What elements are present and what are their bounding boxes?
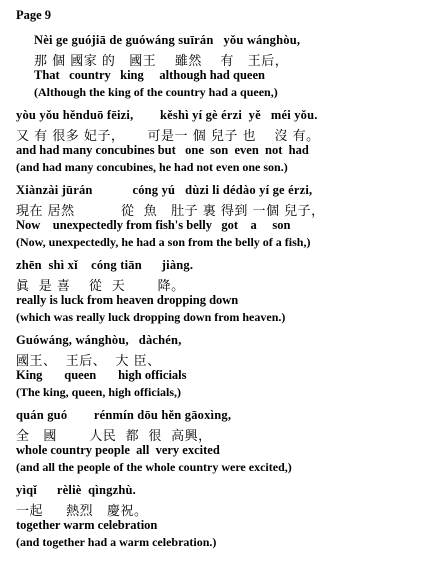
chinese-line: 那 個 國家 的 國王 雖然 有 王后， — [34, 54, 289, 69]
translation-line: (which was really luck dropping down from heaven.) — [16, 310, 286, 324]
pinyin-line: yìqǐ rèliè qìngzhù. — [16, 483, 136, 497]
translation-line: (The king, queen, high officials,) — [16, 385, 182, 399]
pinyin-line: quán guó rénmín dōu hěn gāoxìng, — [16, 408, 232, 422]
chinese-line: 眞 是 喜 從 天 降。 — [16, 279, 185, 294]
translation-line: (and had many concubines, he had not even one son.) — [16, 160, 288, 174]
pinyin-line: Xiànzài jūrán cóng yú dùzi li dédào yí ge érzi, — [16, 183, 313, 197]
translation-line: (Although the king of the country had a queen,) — [34, 85, 278, 99]
gloss-line: whole country people all very excited — [16, 443, 220, 457]
chinese-line: 一起 熱烈 慶祝。 — [16, 504, 148, 519]
chinese-line: 國王、 王后、 大 臣、 — [16, 354, 161, 369]
chinese-line: 又 有 很多 妃子， 可是一 個 兒子 也 沒 有。 — [16, 129, 320, 144]
chinese-line: 全 國 人民 都 很 高興， — [16, 429, 212, 444]
pinyin-line: Nèi ge guójiā de guówáng suīrán yǒu wánghòu, — [34, 33, 301, 47]
gloss-line: and had many concubines but one son even not had — [16, 143, 309, 157]
translation-line: (Now, unexpectedly, he had a son from the belly of a fish,) — [16, 235, 311, 249]
pinyin-line: yòu yǒu hěnduō fēizi, kěshì yí gè érzi yě méi yǒu. — [16, 108, 318, 122]
translation-line: (and together had a warm celebration.) — [16, 535, 217, 549]
gloss-line: Now unexpectedly from fish's belly got a son — [16, 218, 291, 232]
chinese-line: 現在 居然 從 魚 肚子 裏 得到 一個 兒子， — [16, 204, 325, 219]
pinyin-line: Guówáng, wánghòu, dàchén, — [16, 333, 182, 347]
translation-line: (and all the people of the whole country were excited,) — [16, 460, 292, 474]
gloss-line: King queen high officials — [16, 368, 187, 382]
page-number: Page 9 — [16, 8, 52, 22]
gloss-line: together warm celebration — [16, 518, 158, 532]
pinyin-line: zhēn shì xǐ cóng tiān jiàng. — [16, 258, 194, 272]
gloss-line: really is luck from heaven dropping down — [16, 293, 239, 307]
gloss-line: That country king although had queen — [34, 68, 265, 82]
